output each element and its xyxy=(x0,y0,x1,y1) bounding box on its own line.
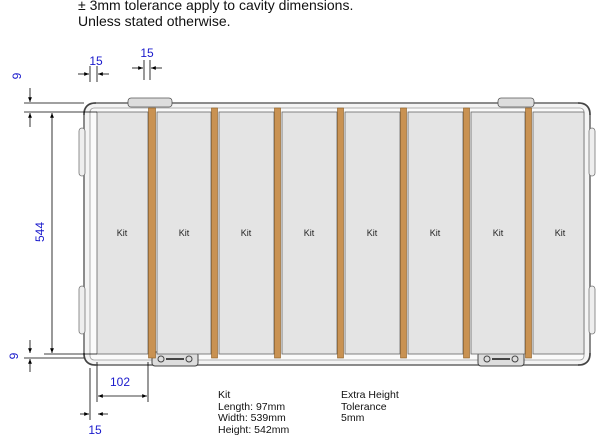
extra-height-line1: Extra Height xyxy=(341,389,399,401)
extra-height-info xyxy=(341,390,399,425)
dim-bottom-left-gap xyxy=(80,368,108,436)
dim-label-cavity-height: 544 xyxy=(33,221,47,243)
dim-cavity-width xyxy=(97,362,148,402)
kit-label: Kit xyxy=(303,228,315,238)
dim-label-cavity-width: 102 xyxy=(109,375,131,389)
extra-height-line3: 5mm xyxy=(341,412,365,424)
dim-label-bottom-left-gap: 15 xyxy=(88,423,102,436)
divider-4 xyxy=(338,108,344,358)
kit-label: Kit xyxy=(554,228,566,238)
dim-label-bottom-margin: 9 xyxy=(7,352,21,360)
dim-top-left-gap xyxy=(78,54,109,82)
kit-label: Kit xyxy=(429,228,441,238)
kit-info-height: Height: 542mm xyxy=(218,423,290,436)
right-bumper-top xyxy=(589,128,595,176)
kit-label: Kit xyxy=(240,228,252,238)
top-latch-left xyxy=(128,98,172,107)
divider-7 xyxy=(526,108,532,358)
right-bumper-bottom xyxy=(589,286,595,334)
kit-info-width: Width: 539mm xyxy=(218,412,286,424)
divider-1 xyxy=(149,108,156,358)
dim-top-divider-width xyxy=(132,46,162,80)
tolerance-note-line2: Unless stated otherwise. xyxy=(78,13,231,29)
kit-info xyxy=(218,390,289,436)
divider-5 xyxy=(401,108,407,358)
kit-label: Kit xyxy=(366,228,378,238)
dim-bottom-margin xyxy=(7,340,84,372)
left-bumper-bottom xyxy=(79,286,85,334)
extra-height-line2: Tolerance xyxy=(341,400,387,413)
dim-label-top-margin: 9 xyxy=(10,72,24,80)
divider-3 xyxy=(275,108,281,358)
kit-label: Kit xyxy=(116,228,128,238)
tolerance-note-line1: ± 3mm tolerance apply to cavity dimensions. xyxy=(78,0,354,13)
kit-label: Kit xyxy=(178,228,190,238)
kit-info-length: Length: 97mm xyxy=(218,400,286,413)
kit-info-title: Kit xyxy=(218,389,231,401)
left-bumper-top xyxy=(79,128,85,176)
divider-6 xyxy=(464,108,470,358)
dim-label-top-divider-width: 15 xyxy=(140,46,154,60)
divider-2 xyxy=(212,108,218,358)
kit-label: Kit xyxy=(492,228,504,238)
top-latch-right xyxy=(498,98,534,107)
dim-label-top-left-gap: 15 xyxy=(89,54,103,68)
